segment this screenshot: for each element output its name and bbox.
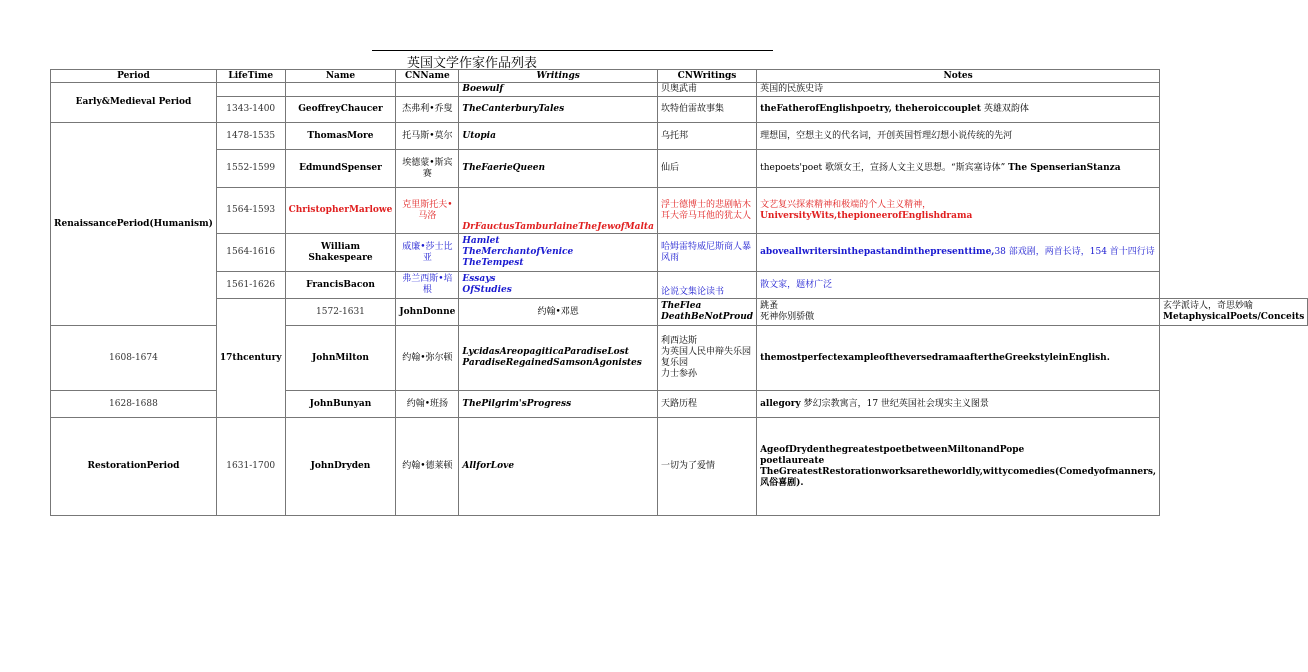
cnname-cell: 威廉•莎士比亚 [396,234,459,272]
writing-title: OfStudies [462,285,512,295]
writings-cell [459,326,658,391]
notes-cell: themostperfectexampleoftheversedramaaftertheGreekstyleinEnglish. [757,326,1160,391]
title-rule [372,50,773,51]
notes-cell [1160,299,1308,326]
cnwritings-cell: 浮士德博士的悲剧帖木耳大帝马耳他的犹太人 [657,188,756,234]
table-row [51,234,1308,272]
cnwritings-cell: 贝奥武甫 [657,83,756,97]
col-writings: Writings [459,70,658,83]
cnwritings-cell: 坎特伯雷故事集 [657,97,756,123]
notes-line: TheGreatestRestorationworksaretheworldly,wittycomedies(Comedyofmanners,风俗喜剧). [760,466,1157,488]
notes-cell [757,234,1160,272]
cnwritings-cell: 仙后 [657,150,756,188]
lifetime-cell: 1608-1674 [51,326,217,391]
notes-cn: 38 部戏剧，两首长诗，154 首十四行诗 [994,247,1155,257]
name-cell: JohnDryden [285,418,396,516]
name-cell: EdmundSpenser [285,150,396,188]
writings-cell: TheCanterburyTales [459,97,658,123]
name-cell: FrancisBacon [285,272,396,299]
writing-title: Essays [462,274,496,284]
notes-en: MetaphysicalPoets/Conceits [1163,312,1305,322]
writing-title: TheTempest [462,258,524,268]
cnwritings-cell: 哈姆雷特威尼斯商人暴风雨 [657,234,756,272]
notes-cell [757,150,1160,188]
cnwritings-cell: 论说文集论读书 [657,272,756,299]
lifetime-cell: 1561-1626 [216,272,285,299]
col-cnwritings: CNWritings [657,70,756,83]
table-row [51,150,1308,188]
writings-cell: DrFauctusTamburlaineTheJewofMalta [459,188,658,234]
writing-title: TheFlea [660,301,702,311]
writing-title: LycidasAreopagiticaParadiseLost [462,347,629,357]
col-notes: Notes [757,70,1160,83]
period-cell: Early&Medieval Period [51,83,217,123]
lifetime-cell: 1552-1599 [216,150,285,188]
writings-cell: Utopia [459,123,658,150]
cnname-cell: 杰弗利•乔叟 [396,97,459,123]
cnname-cell: 约翰•班扬 [396,391,459,418]
writing-title: TheMerchantofVenice [462,247,574,257]
name-cell: ChristopherMarlowe [285,188,396,234]
cnwritings-cell [757,299,1160,326]
lifetime-cell: 1343-1400 [216,97,285,123]
notes-line: poetlaureate [760,455,825,466]
writing-title: DeathBeNotProud [660,312,754,322]
writings-cell: ThePilgrim'sProgress [459,391,658,418]
cnwriting-title: 力士参孙 [660,369,697,379]
cnname-cell: 托马斯•莫尔 [396,123,459,150]
table-row [51,299,1308,326]
notes-cell: 英国的民族史诗 [757,83,1160,97]
notes-en: UniversityWits,thepioneerofEnglishdrama [760,210,973,221]
writing-title: ParadiseRegainedSamsonAgonistes [462,358,642,368]
page-title: 英国文学作家作品列表 [406,56,537,71]
cnwritings-cell: 一切为了爱情 [657,418,756,516]
table-row [51,418,1308,516]
writings-cell [459,272,658,299]
notes-en: theFatherofEnglishpoetry, theheroiccouplet [760,104,981,114]
table-row [51,83,1308,97]
table-row [51,272,1308,299]
cnwritings-cell: 天路历程 [657,391,756,418]
name-cell: JohnBunyan [285,391,396,418]
writings-cell: AllforLove [459,418,658,516]
cnwritings-cell [657,326,756,391]
writings-cell: Boewulf [459,83,658,97]
table-row [51,97,1308,123]
cnname-cell: 约翰•德莱顿 [396,418,459,516]
cnwriting-title: 死神你别骄傲 [760,312,815,322]
notes-cell [757,418,1160,516]
notes-cn: thepoets'poet 歌颂女王，宣扬人文主义思想。“斯宾塞诗体” [760,163,1006,173]
writings-cell [459,234,658,272]
notes-cell: 散文家，题材广泛 [757,272,1160,299]
name-cell: William Shakespeare [285,234,396,272]
notes-line: AgeofDrydenthegreatestpoetbetweenMiltonandPope [760,444,1025,455]
lifetime-cell: 1564-1593 [216,188,285,234]
notes-cn: 梦幻宗教寓言，17 世纪英国社会现实主义图景 [800,398,989,409]
col-cnname: CNName [396,70,459,83]
col-period: Period [51,70,217,83]
cnname-cell: 约翰•弥尔顿 [396,326,459,391]
name-cell: JohnDonne [396,299,459,326]
cnname-cell: 约翰•邓恩 [459,299,658,326]
col-name: Name [285,70,396,83]
period-cell: RenaissancePeriod(Humanism) [51,123,217,326]
writings-cell: TheFaerieQueen [459,150,658,188]
notes-cell [757,391,1160,418]
notes-en: The SpenserianStanza [1008,163,1121,173]
period-cell: RestorationPeriod [51,418,217,516]
notes-cell: 理想国，空想主义的代名词，开创英国哲理幻想小说传统的先河 [757,123,1160,150]
lifetime-cell: 1478-1535 [216,123,285,150]
name-cell: GeoffreyChaucer [285,97,396,123]
cnwriting-title: 为英国人民申辩失乐园复乐园 [660,347,751,368]
notes-en: allegory [760,398,801,409]
table-row [51,188,1308,234]
cnname-cell: 弗兰西斯•培根 [396,272,459,299]
lifetime-cell: 1572-1631 [285,299,396,326]
cnname-cell: 克里斯托夫•马洛 [396,188,459,234]
cnwritings-cell: 乌托邦 [657,123,756,150]
cnwriting-title: 跳蚤 [760,301,779,311]
table-row [51,123,1308,150]
lifetime-cell: 1631-1700 [216,418,285,516]
notes-cn: 文艺复兴探索精神和极端的个人主义精神， [760,199,932,210]
lifetime-cell: 1564-1616 [216,234,285,272]
cnname-cell: 埃德蒙•斯宾赛 [396,150,459,188]
lifetime-cell: 1628-1688 [51,391,217,418]
name-cell: ThomasMore [285,123,396,150]
writings-cell [657,299,756,326]
header-row [51,70,1308,83]
notes-cn: 玄学派诗人，奇思妙喻 [1163,301,1254,311]
notes-cell [757,97,1160,123]
notes-cn: 英雄双韵体 [980,104,1029,114]
name-cell: JohnMilton [285,326,396,391]
notes-cell [757,188,1160,234]
authors-table [50,69,1308,516]
writing-title: Hamlet [462,236,500,246]
col-lifetime: LifeTime [216,70,285,83]
notes-en: aboveallwritersinthepastandinthepresenttime, [760,247,995,257]
period-cell: 17thcentury [216,299,285,418]
cnwriting-title: 利西达斯 [660,336,697,346]
